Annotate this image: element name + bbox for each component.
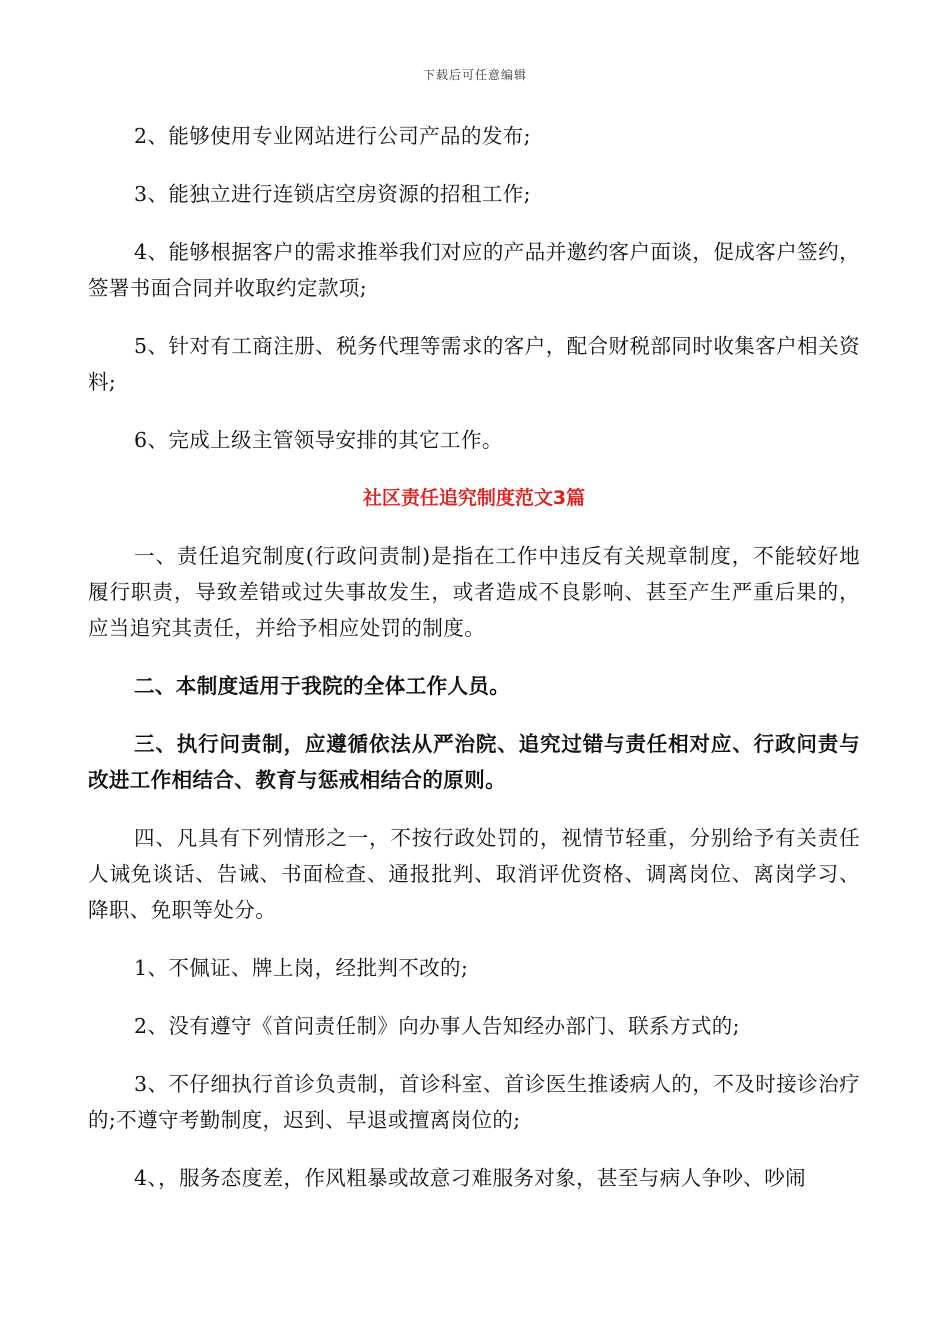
paragraph-bold: 三、执行问责制，应遵循依法从严治院、追究过错与责任相对应、行政问责与改进工作相结合、教育与惩戒相结合的原则。 xyxy=(88,732,860,792)
paragraph: 5、针对有工商注册、税务代理等需求的客户，配合财税部同时收集客户相关资料; xyxy=(88,334,860,394)
paragraph: 四、凡具有下列情形之一，不按行政处罚的，视情节轻重，分别给予有关责任人诫免谈话、告诫、书面检查、通报批判、取消评优资格、调离岗位、离岗学习、降职、免职等处分。 xyxy=(88,826,860,922)
paragraph: 3、能独立进行连锁店空房资源的招租工作; xyxy=(134,182,531,206)
paragraph-bold: 二、本制度适用于我院的全体工作人员。 xyxy=(134,674,511,698)
paragraph: 2、能够使用专业网站进行公司产品的发布; xyxy=(134,124,531,148)
document-body xyxy=(88,118,860,1218)
paragraph: 4、，服务态度差，作风粗暴或故意刁难服务对象，甚至与病人争吵、吵闹 xyxy=(134,1166,806,1190)
paragraph: 4、能够根据客户的需求推举我们对应的产品并邀约客户面谈，促成客户签约，签署书面合同并收取约定款项; xyxy=(88,240,860,300)
paragraph: 一、责任追究制度(行政问责制)是指在工作中违反有关规章制度，不能较好地履行职责，导致差错或过失事故发生，或者造成不良影响、甚至产生严重后果的，应当追究其责任，并给予相应处罚的制度。 xyxy=(88,544,860,640)
page-header-note: 下载后可任意编辑 xyxy=(422,68,527,82)
paragraph: 3、不仔细执行首诊负责制，首诊科室、首诊医生推诿病人的，不及时接诊治疗的;不遵守考勤制度，迟到、早退或擅离岗位的; xyxy=(88,1072,860,1132)
paragraph: 1、不佩证、牌上岗，经批判不改的; xyxy=(134,956,469,980)
section-title: 社区责任追究制度范文3篇 xyxy=(362,487,586,509)
paragraph: 6、完成上级主管领导安排的其它工作。 xyxy=(134,428,503,452)
paragraph: 2、没有遵守《首问责任制》向办事人告知经办部门、联系方式的; xyxy=(134,1014,740,1038)
